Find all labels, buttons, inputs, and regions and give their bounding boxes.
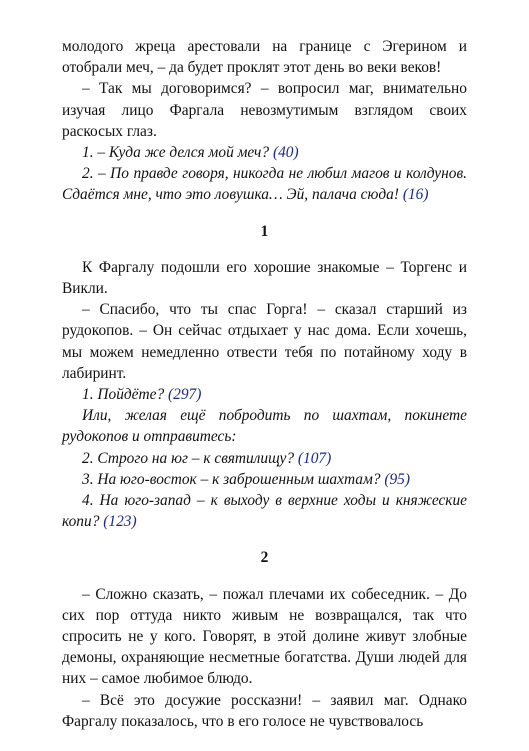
choice-item (62, 163, 467, 205)
choice-text: 3. На юго-восток – к заброшенным шахтам? (82, 470, 381, 488)
paragraph: – Всё это досужие россказни! – заявил маг. Однако Фаргалу показалось, что в его голосе не чувствовалось (62, 691, 467, 730)
paragraph: – Сложно сказать, – пожал плечами их собеседник. – До сих пор оттуда никто живым не возвращался, так что спросить не у кого. Говорят, в этой долине живут злобные демоны, охраняющие несметные богатства. Души людей для них – самое любимое блюдо. (62, 585, 467, 688)
paragraph: К Фаргалу подошли его хорошие знакомые – Торгенс и Викли. (62, 258, 467, 298)
choice-item (62, 384, 467, 405)
choice-link[interactable]: (40) (272, 144, 299, 162)
paragraph: – Так мы договоримся? – вопросил маг, внимательно изучая лицо Фаргала невозмутимым взглядом своих раскосых глаз. (62, 80, 467, 140)
choice-link[interactable]: (297) (168, 386, 202, 404)
choice-item (62, 469, 467, 490)
section-number: 2 (260, 549, 269, 567)
choice-item (62, 490, 467, 532)
paragraph: молодого жреца арестовали на границе с Эгерином и отобрали меч, – да будет проклят этот день во веки веков! (62, 38, 467, 77)
choice-text: 2. Строго на юг – к святилищу? (82, 449, 295, 467)
choice-intro: Или, желая ещё побродить по шахтам, покинете рудокопов и отправитесь: (62, 407, 467, 446)
paragraph: – Спасибо, что ты спас Горга! – сказал старший из рудокопов. – Он сейчас отдыхает у нас дома. Если хочешь, мы можем немедленно отвести тебя по потайному ходу в лабиринт. (62, 301, 467, 382)
choice-text: 1. Пойдёте? (82, 386, 165, 404)
choice-link[interactable]: (16) (402, 186, 429, 204)
choice-item (62, 142, 467, 163)
choice-link[interactable]: (95) (384, 470, 410, 488)
choice-link[interactable]: (107) (297, 449, 332, 467)
choice-link[interactable]: (123) (103, 513, 137, 531)
choice-text: 1. – Куда же делся мой меч? (82, 144, 270, 162)
choice-text: 2. – По правде говоря, никогда не любил магов и колдунов. Сдаётся мне, что это ловушка… Эй, палача сюда! (62, 165, 467, 204)
choice-text: 4. На юго-запад – к выходу в верхние ходы и княжеские копи? (62, 492, 467, 531)
section-number: 1 (260, 222, 269, 240)
choice-item (62, 448, 467, 469)
